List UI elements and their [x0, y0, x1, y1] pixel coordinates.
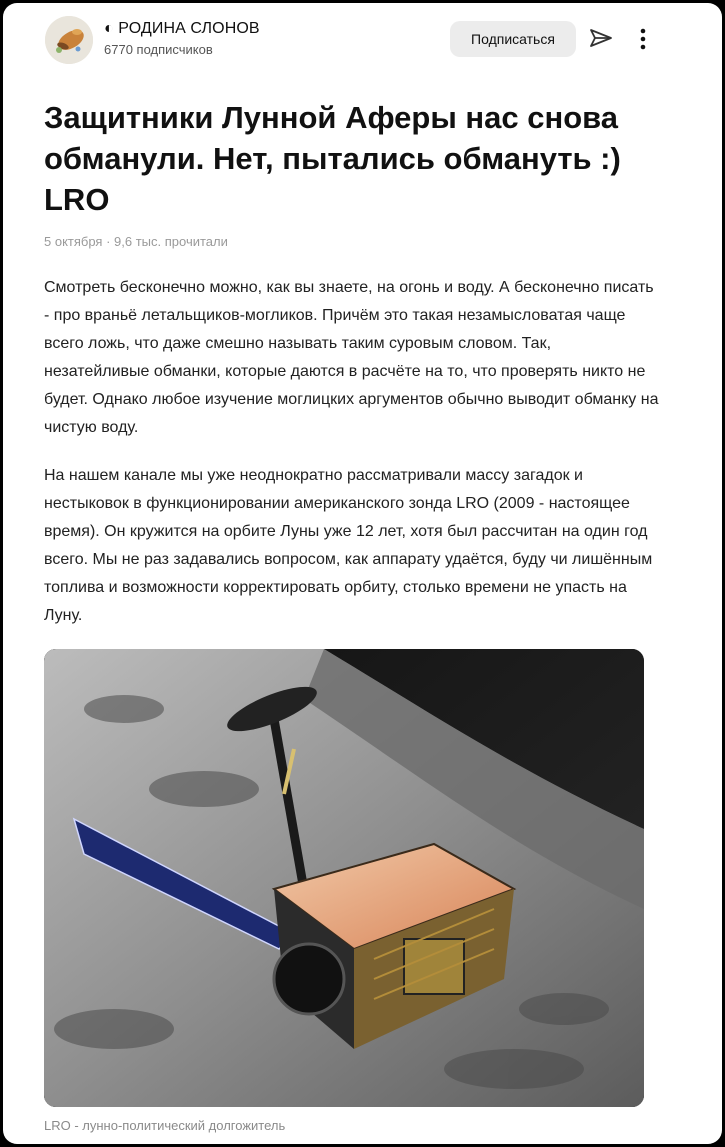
article-paragraph: На нашем канале мы уже неоднократно рассматривали массу загадок и нестыковок в функционировании американского зонда LRO (2009 - настоящее время). Он кружится на орбите Луны уже 12 лет, хотя был рассчитан на один год всего. Мы не раз задавались вопросом, как аппарату удаётся, буду чи лишённым топлива и возможности корректировать орбиту, столько времени не упасть на Луну.	[44, 467, 653, 624]
channel-avatar[interactable]	[45, 16, 93, 64]
article-title: Защитники Лунной Аферы нас снова обманули. Нет, пытались обмануть :) LRO	[44, 100, 621, 217]
vertical-dots-icon[interactable]	[633, 25, 653, 53]
paper-plane-icon[interactable]	[588, 25, 614, 51]
article-image[interactable]	[44, 649, 644, 1107]
article-page	[3, 3, 722, 1144]
subscriber-count: 6770 подписчиков	[104, 42, 213, 57]
channel-header	[3, 3, 722, 83]
image-caption: LRO - лунно-политический долгожитель	[44, 1118, 286, 1133]
article-meta: 5 октября · 9,6 тыс. прочитали	[44, 234, 228, 249]
channel-name[interactable]: ◐ РОДИНА СЛОНОВ	[104, 20, 260, 37]
article-paragraph: Смотреть бесконечно можно, как вы знаете, на огонь и воду. А бесконечно писать - про враньё летальщиков-могликов. Причём это такая незамысловатая чаще всего ложь, что даже смешно называть таким суровым словом. Так, незатейливые обманки, которые даются в расчёте на то, что проверять никто не будет. Однако любое изучение моглицких аргументов обычно выводит обманку на чистую воду.	[44, 279, 659, 436]
subscribe-button[interactable]: Подписаться	[450, 21, 576, 57]
